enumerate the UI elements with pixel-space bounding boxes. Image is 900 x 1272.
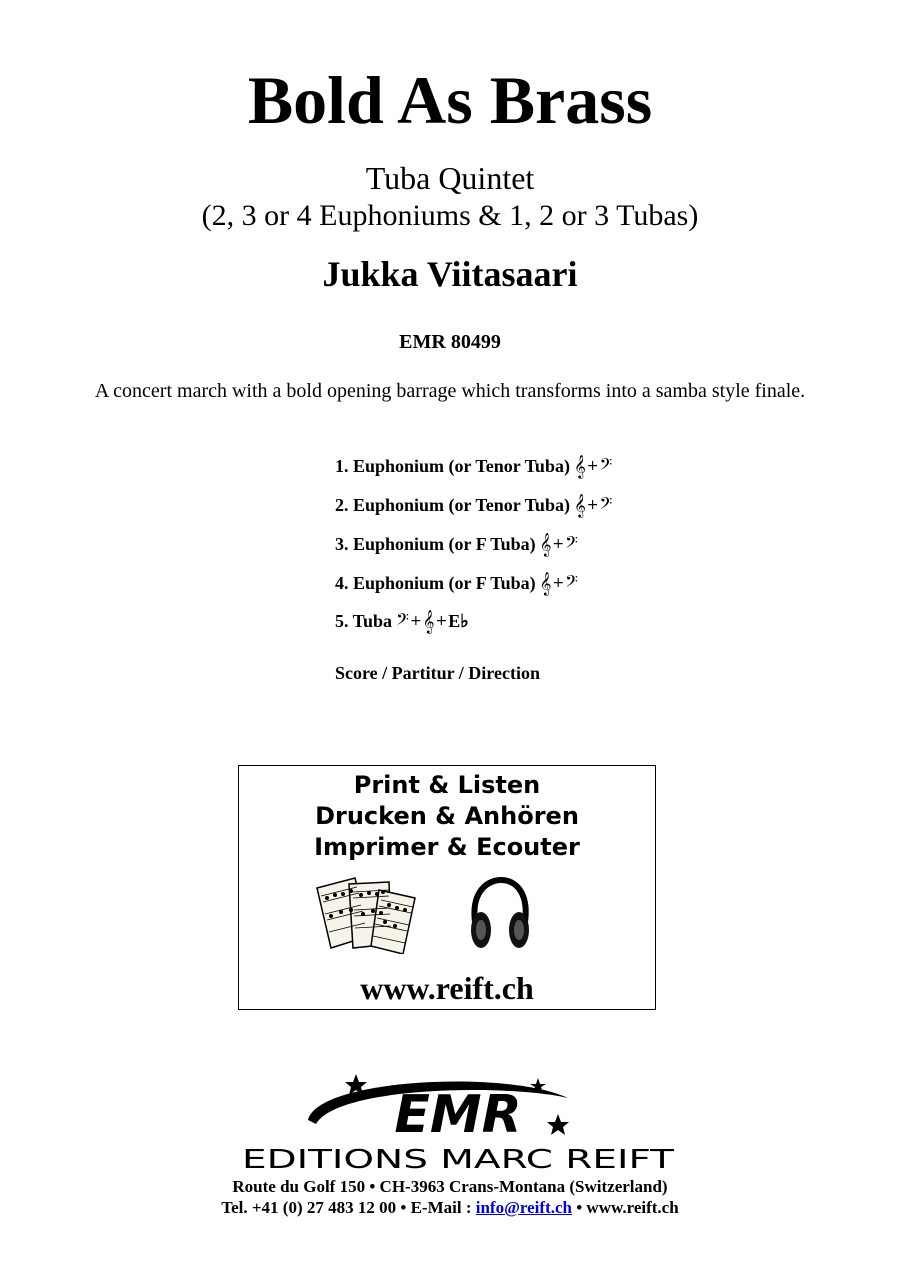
headphones-icon [467,876,531,954]
treble-clef-icon: 𝄞 [539,532,552,556]
instrumentation: (2, 3 or 4 Euphoniums & 1, 2 or 3 Tubas) [201,199,699,232]
print-and-listen-box [238,765,656,1010]
plus-sign: + [586,458,599,474]
bass-clef-icon: 𝄢 [565,532,579,556]
contact-phone: Tel. +41 (0) 27 483 12 00 • E-Mail : [221,1198,476,1217]
part-list-item [335,493,612,517]
publisher-name: EDITIONS MARC REIFT [242,1145,675,1172]
part-list-item [335,532,578,556]
publisher-contact [0,1197,900,1219]
sheet-music-icon [311,874,423,954]
piece-title: Bold As Brass [247,62,653,138]
bass-clef-icon: 𝄢 [599,493,613,517]
part-list-item [335,609,469,633]
treble-clef-icon: 𝄞 [539,571,552,595]
part-label: 3. Euphonium (or F Tuba) [335,534,536,554]
part-list-item [335,454,612,478]
bass-clef-icon: 𝄢 [396,609,409,633]
plus-sign: + [552,536,565,552]
email-link[interactable]: info@reift.ch [475,1198,572,1217]
e-flat-label: E♭ [448,611,469,631]
website-url[interactable]: www.reift.ch [360,970,534,1006]
emr-logo-text: EMR [394,1085,522,1145]
emr-publisher-logo [238,1072,678,1172]
catalog-number: EMR 80499 [399,331,501,353]
treble-clef-icon: 𝄞 [573,493,586,517]
composer-name: Jukka Viitasaari [322,254,578,294]
part-list-item [335,571,578,595]
promo-line-german: Drucken & Anhören [315,802,579,830]
bass-clef-icon: 𝄢 [599,454,613,478]
part-label: 5. Tuba [335,611,393,631]
part-label: 1. Euphonium (or Tenor Tuba) [335,456,570,476]
subtitle: Tuba Quintet [365,160,535,196]
promo-line-english: Print & Listen [353,771,541,799]
part-label: 2. Euphonium (or Tenor Tuba) [335,495,570,515]
plus-sign: + [435,613,448,629]
description: A concert march with a bold opening barrage which transforms into a samba style finale. [94,380,806,402]
treble-clef-icon: 𝄞 [573,454,586,478]
bass-clef-icon: 𝄢 [565,571,579,595]
publisher-address: Route du Golf 150 • CH-3963 Crans-Montana (Switzerland) [232,1177,668,1196]
promo-line-french: Imprimer & Ecouter [314,833,580,861]
contact-web: • www.reift.ch [571,1198,679,1217]
plus-sign: + [586,497,599,513]
plus-sign: + [409,613,422,629]
plus-sign: + [552,575,565,591]
score-label: Score / Partitur / Direction [335,663,540,683]
treble-clef-icon: 𝄞 [422,609,435,633]
part-label: 4. Euphonium (or F Tuba) [335,573,536,593]
